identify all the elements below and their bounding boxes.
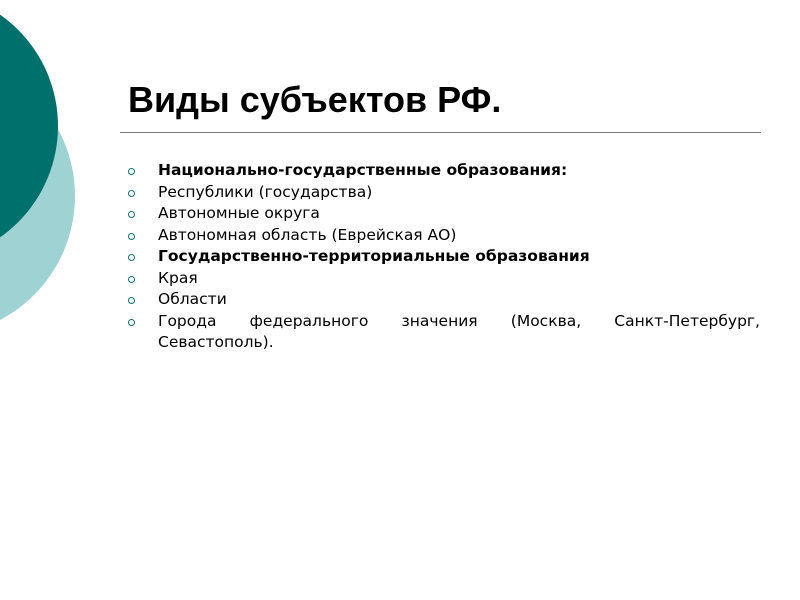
bullet-circle-icon: [128, 233, 135, 240]
bullet-text: Области: [158, 290, 227, 308]
bullet-item: [128, 182, 760, 204]
bullet-text: Автономные округа: [158, 204, 320, 222]
bullet-circle-icon: [128, 319, 135, 326]
bullet-circle-icon: [128, 211, 135, 218]
bullet-circle-icon: [128, 190, 135, 197]
bullet-list: [128, 160, 760, 354]
bullet-text: Города федерального значения (Москва, Санкт-Петербург, Севастополь).: [158, 311, 760, 351]
title-divider: [120, 132, 761, 133]
bullet-text: Республики (государства): [158, 182, 373, 201]
bullet-circle-icon: [128, 297, 135, 304]
bullet-item: [128, 311, 760, 354]
bullet-item: [128, 225, 760, 247]
bullet-item: [128, 246, 760, 268]
bullet-item: [128, 160, 760, 182]
bullet-text: Национально-государственные образования:: [158, 161, 568, 179]
bullet-circle-icon: [128, 168, 135, 175]
bullet-text: Автономная область (Еврейская АО): [158, 225, 457, 244]
slide-title: Виды субъектов РФ.: [128, 79, 502, 120]
decorative-circles: [0, 0, 80, 320]
bullet-text: Края: [158, 268, 198, 287]
bullet-text: Государственно-территориальные образования: [158, 247, 590, 265]
bullet-item: [128, 268, 760, 290]
bullet-circle-icon: [128, 276, 135, 283]
bullet-item: [128, 289, 760, 311]
bullet-item: [128, 203, 760, 225]
bullet-circle-icon: [128, 254, 135, 261]
